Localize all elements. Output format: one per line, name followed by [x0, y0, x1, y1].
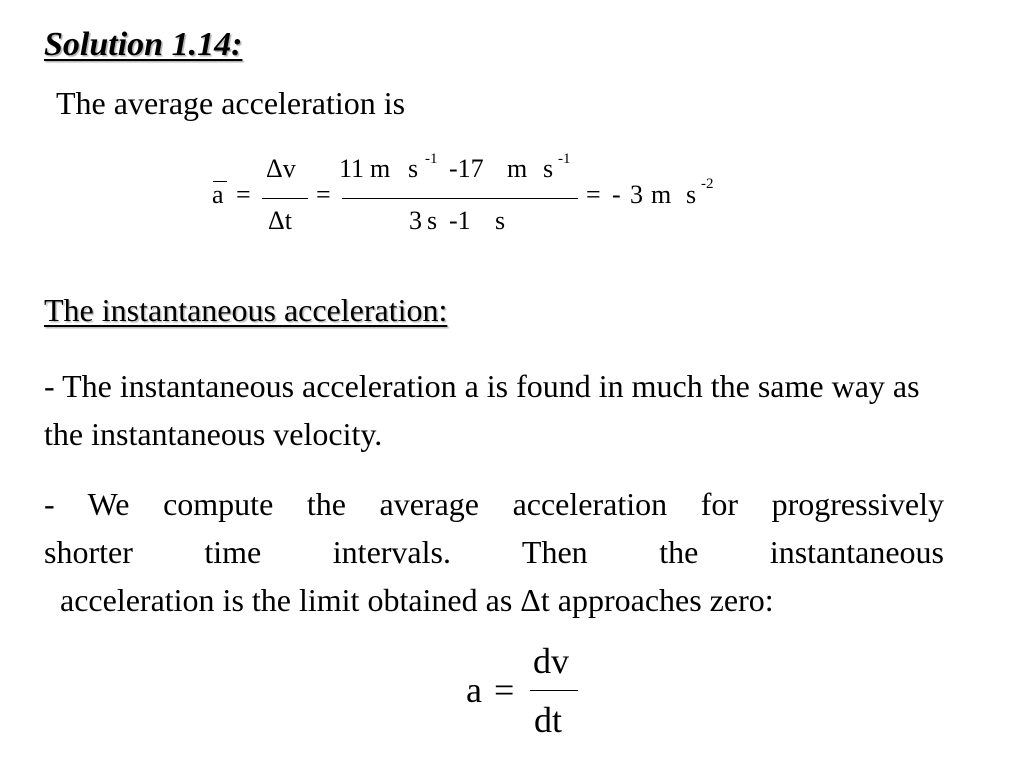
equals-sign-3: = [586, 180, 601, 209]
derivative-numerator: dv [533, 641, 569, 681]
result-value-3: 3 [630, 180, 643, 209]
paragraph2-line3: acceleration is the limit obtained as Δt approaches zero: [60, 582, 774, 618]
section-title: The instantaneous acceleration: [44, 292, 448, 328]
fraction2-bar [342, 198, 578, 199]
result-unit-m: m [651, 180, 672, 209]
fraction1-bar [262, 198, 308, 199]
numerator-exponent-2: -1 [558, 151, 571, 167]
derivative-denominator: dt [534, 700, 563, 740]
denominator-unit-s1: s [427, 206, 438, 235]
numerator-unit-s2: s [543, 154, 554, 183]
a-overbar [213, 181, 227, 182]
equals-sign-1: = [236, 180, 251, 209]
fraction1-denominator: Δt [268, 206, 292, 235]
average-acceleration-equation [0, 150, 1024, 250]
result-negative-sign: - [612, 180, 621, 209]
paragraph2-line1: - We compute the average acceleration for progressively [44, 486, 944, 522]
numerator-unit-m2: m [507, 154, 528, 183]
result-unit-s: s [686, 180, 697, 209]
equals-sign: = [494, 670, 515, 710]
fraction1-numerator: Δv [266, 154, 296, 183]
denominator-unit-s2: s [495, 206, 506, 235]
denominator-3: 3 [409, 206, 422, 235]
derivative-fraction-bar [530, 690, 578, 691]
paragraph-limit-explanation [44, 480, 944, 624]
instantaneous-acceleration-equation [0, 635, 1024, 745]
denominator-minus-1: -1 [449, 206, 471, 235]
numerator-exponent-1: -1 [425, 151, 438, 167]
result-exponent: -2 [701, 176, 714, 192]
equals-sign-2: = [316, 180, 331, 209]
numerator-unit-s1: s [408, 154, 419, 183]
numerator-minus-17: -17 [449, 154, 484, 183]
intro-text: The average acceleration is [56, 85, 406, 121]
numerator-unit-m1: m [370, 154, 391, 183]
solution-title: Solution 1.14: [44, 26, 243, 63]
a-bar-symbol: a [212, 180, 224, 209]
lhs-a: a [466, 670, 482, 710]
paragraph2-line2: shorter time intervals. Then the instantaneous [44, 534, 944, 570]
numerator-11: 11 [339, 154, 365, 183]
paragraph-instantaneous-definition: - The instantaneous acceleration a is found in much the same way as the instantaneous velocity. [44, 368, 920, 452]
